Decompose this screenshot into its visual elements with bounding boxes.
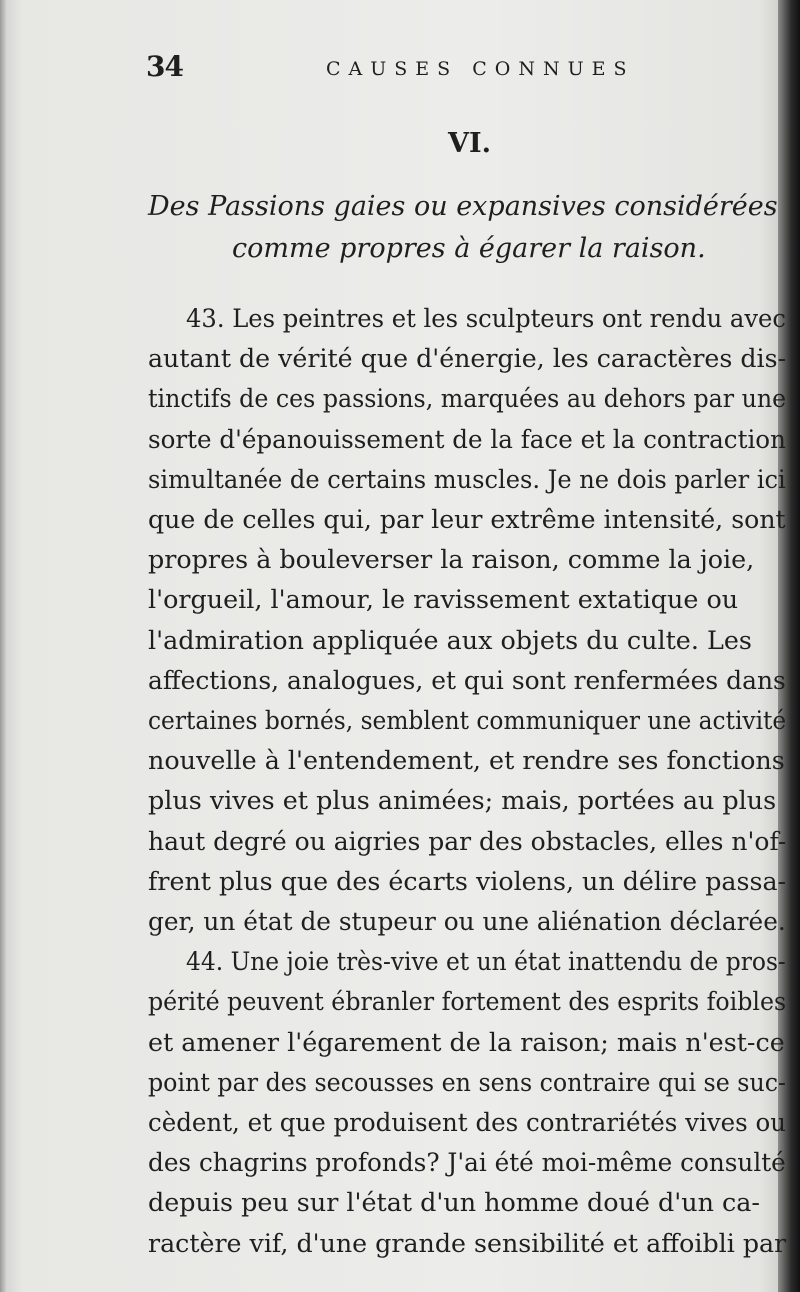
paragraph-43 (148, 298, 800, 941)
text-line: et amener l'égarement de la raison; mais n'est-ce (148, 1026, 785, 1057)
text-line: ractère vif, d'une grande sensibilité et affoibli par (148, 1227, 787, 1258)
text-line: affections, analogues, et qui sont renfermées dans (148, 664, 786, 695)
text-line: l'orgueil, l'amour, le ravissement extatique ou (148, 584, 739, 615)
text-line: que de celles qui, par leur extrême intensité, sont (148, 504, 786, 535)
text-line: 43. Les peintres et les sculpteurs ont rendu avec (186, 303, 786, 333)
text-line: plus vives et plus animées; mais, portées au plus (148, 785, 777, 816)
paragraph-44 (148, 941, 800, 1263)
text-line: haut degré ou aigries par des obstacles, elles n'of- (148, 825, 787, 856)
body-text (148, 298, 800, 1263)
text-line: des chagrins profonds? J'ai été moi-même consulté (148, 1147, 786, 1178)
text-line: l'admiration appliquée aux objets du culte. Les (148, 624, 752, 655)
section-title-line-2: comme propres à égarer la raison. (232, 233, 706, 264)
section-number: VI. (448, 128, 491, 159)
section-title-line-1: Des Passions gaies ou expansives considérées (148, 191, 778, 222)
text-line: simultanée de certains muscles. Je ne dois parler ici (148, 463, 786, 494)
text-line: frent plus que des écarts violens, un délire passa- (148, 865, 787, 896)
text-line: périté peuvent ébranler fortement des esprits foibles (148, 986, 787, 1017)
text-line: sorte d'épanouissement de la face et la contraction (148, 423, 786, 454)
text-line: certaines bornés, semblent communiquer une activité (148, 705, 787, 736)
page-number: 34 (146, 50, 183, 83)
text-line: autant de vérité que d'énergie, les caractères dis- (148, 343, 787, 374)
text-line: ger, un état de stupeur ou une aliénation déclarée. (148, 906, 786, 937)
text-line: propres à bouleverser la raison, comme la joie, (148, 544, 755, 575)
running-head: CAUSES CONNUES (326, 58, 635, 80)
page-header (146, 50, 786, 90)
text-line: tinctifs de ces passions, marquées au dehors par une (148, 383, 787, 414)
text-line: 44. Une joie très-vive et un état inattendu de pros- (186, 946, 786, 977)
text-line: depuis peu sur l'état d'un homme doué d'un ca- (148, 1187, 760, 1218)
text-line: cèdent, et que produisent des contrariétés vives ou (148, 1107, 787, 1138)
text-line: nouvelle à l'entendement, et rendre ses fonctions (148, 745, 785, 776)
text-line: point par des secousses en sens contraire qui se suc- (148, 1066, 787, 1097)
section-title (0, 186, 800, 270)
